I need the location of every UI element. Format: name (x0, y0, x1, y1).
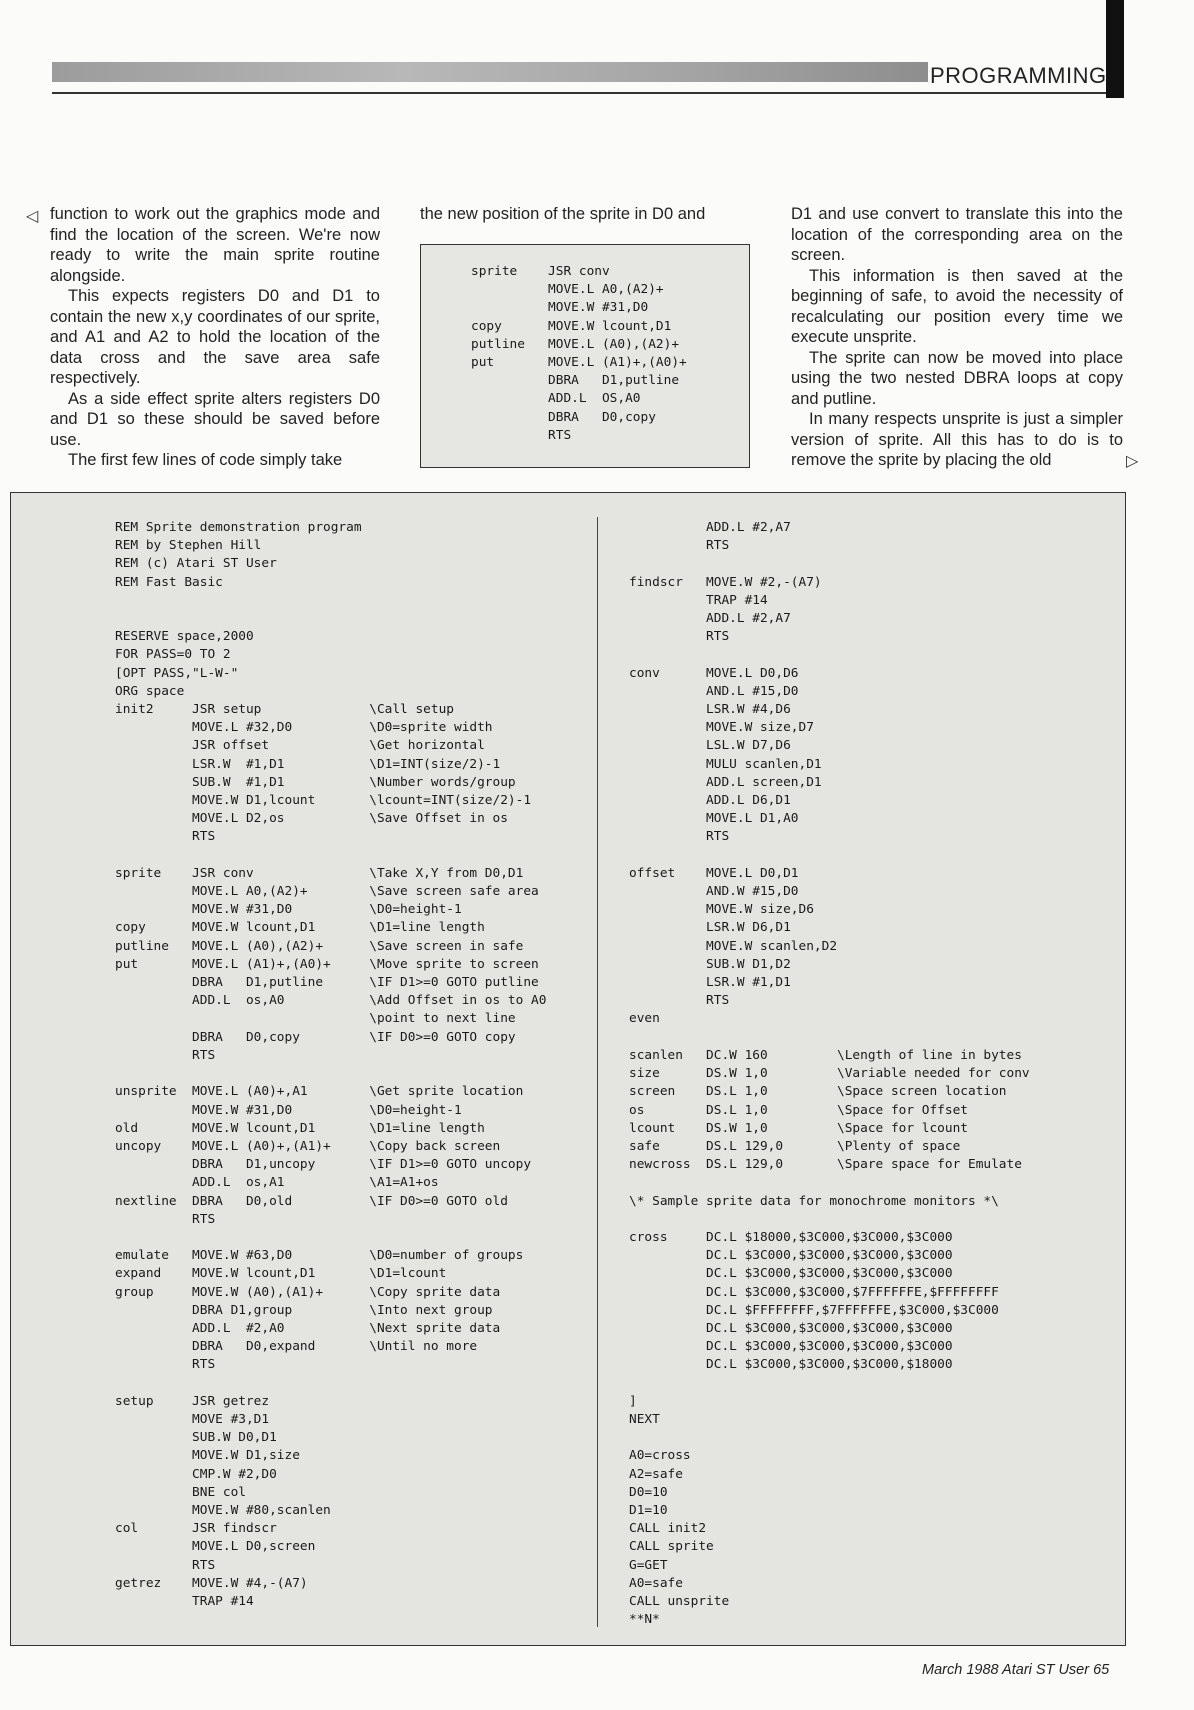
paragraph: the new position of the sprite in D0 and (420, 205, 706, 223)
paragraph: As a side effect sprite alters registers D0 and D1 so these should be saved before use. (50, 389, 380, 449)
paragraph: The sprite can now be moved into place using the two nested DBRA loops at copy and putline. (791, 348, 1123, 408)
text-column-3 (791, 204, 1123, 471)
paragraph: function to work out the graphics mode and find the location of the screen. We're now ready to write the main sprite routine alongside. (50, 205, 380, 285)
text-column-2 (420, 204, 753, 225)
sprite-routine-listing (420, 244, 750, 468)
paragraph: In many respects unsprite is just a simpler version of sprite. All this has to do is to remove the sprite by placing the old (791, 410, 1123, 469)
text-column-1 (50, 204, 380, 471)
paragraph: This expects registers D0 and D1 to contain the new x,y coordinates of our sprite, and A1 and A2 to hold the location of the data cross and the save area safe respectively. (50, 287, 380, 387)
listing-divider (597, 517, 598, 1627)
program-listing-box (10, 492, 1126, 1646)
section-label: PROGRAMMING (930, 63, 1107, 88)
paragraph: This information is then saved at the beginning of safe, to avoid the necessity of recalculating our position every time we execute unsprite. (791, 266, 1123, 346)
header-rule (52, 92, 1106, 94)
page-edge-bar (1106, 0, 1124, 98)
continued-from-icon: ◁ (26, 208, 39, 225)
code-listing: sprite JSR conv MOVE.L A0,(A2)+ MOVE.W #31,D0 copy MOVE.W lcount,D1 putline MOVE.L (A0),(A2)+ put MOVE.L (A1)+,(A0)+ DBRA D1,putline ADD.L OS,A0 DBRA D0,copy RTS (471, 264, 687, 443)
header-band (52, 62, 928, 82)
page-footer: March 1988 Atari ST User 65 (922, 1662, 1110, 1678)
continued-icon: ▷ (1126, 453, 1139, 470)
listing-right-column: ADD.L #2,A7 RTS findscr MOVE.W #2,-(A7) TRAP #14 ADD.L #2,A7 RTS conv MOVE.L D0,D6 AND.L #15,D0 LSR.W #4,D6 MOVE.W size,D7 LSL.W D7,D6 MULU scanlen,D1 ADD.L screen,D1 ADD.L D6,D1 MOVE.L D1,A0 RTS offset MOVE.L D0,D1 AND.W #15,D0 MOVE.W size,D6 LSR.W D6,D1 MOVE.W scanlen,D2 SUB.W D1,D2 LSR.W #1,D1 RTS even scanlen DC.W 160 \Length of line in bytes size DS.W 1,0 \Variable needed for conv screen DS.L 1,0 \Space screen location os DS.L 1,0 \Space for Offset lcount DS.W 1,0 \Space for lcount safe DS.L 129,0 \Plenty of space newcross DS.L 129,0 \Spare space for Emulate \* Sample sprite data for monochrome monitors *\ cross DC.L $18000,$3C000,$3C000,$3C000 DC.L $3C000,$3C000,$3C000,$3C000 DC.L $3C000,$3C000,$3C000,$3C000 DC.L $3C000,$3C000,$7FFFFFFE,$FFFFFFFF DC.L $FFFFFFFF,$7FFFFFFE,$3C000,$3C000 DC.L $3C000,$3C000,$3C000,$3C000 DC.L $3C000,$3C000,$3C000,$3C000 DC.L $3C000,$3C000,$3C000,$18000 ] NEXT A0=cross A2=safe D0=10 D1=10 CALL init2 CALL sprite G=GET A0=safe CALL unsprite **N* (629, 520, 1030, 1628)
paragraph: D1 and use convert to translate this into the location of the corresponding area on the screen. (791, 205, 1123, 264)
listing-left-column: REM Sprite demonstration program REM by Stephen Hill REM (c) Atari ST User REM Fast Basic RESERVE space,2000 FOR PASS=0 TO 2 [OPT PASS,"L-W-" ORG space init2 JSR setup \Call setup MOVE.L #32,D0 \D0=sprite width JSR offset \Get horizontal LSR.W #1,D1 \D1=INT(size/2)-1 SUB.W #1,D1 \Number words/group MOVE.W D1,lcount \lcount=INT(size/2)-1 MOVE.L D2,os \Save Offset in os RTS sprite JSR conv \Take X,Y from D0,D1 MOVE.L A0,(A2)+ \Save screen safe area MOVE.W #31,D0 \D0=height-1 copy MOVE.W lcount,D1 \D1=line length putline MOVE.L (A0),(A2)+ \Save screen in safe put MOVE.L (A1)+,(A0)+ \Move sprite to screen DBRA D1,putline \IF D1>=0 GOTO putline ADD.L os,A0 \Add Offset in os to A0 \point to next line DBRA D0,copy \IF D0>=0 GOTO copy RTS unsprite MOVE.L (A0)+,A1 \Get sprite location MOVE.W #31,D0 \D0=height-1 old MOVE.W lcount,D1 \D1=line length uncopy MOVE.L (A0)+,(A1)+ \Copy back screen DBRA D1,uncopy \IF D1>=0 GOTO uncopy ADD.L os,A1 \A1=A1+os nextline DBRA D0,old \IF D0>=0 GOTO old RTS emulate MOVE.W #63,D0 \D0=number of groups expand MOVE.W lcount,D1 \D1=lcount group MOVE.W (A0),(A1)+ \Copy sprite data DBRA D1,group \Into next group ADD.L #2,A0 \Next sprite data DBRA D0,expand \Until no more RTS setup JSR getrez MOVE #3,D1 SUB.W D0,D1 MOVE.W D1,size CMP.W #2,D0 BNE col MOVE.W #80,scanlen col JSR findscr MOVE.L D0,screen RTS getrez MOVE.W #4,-(A7) TRAP #14 (115, 520, 547, 1609)
paragraph: The first few lines of code simply take (68, 451, 343, 469)
